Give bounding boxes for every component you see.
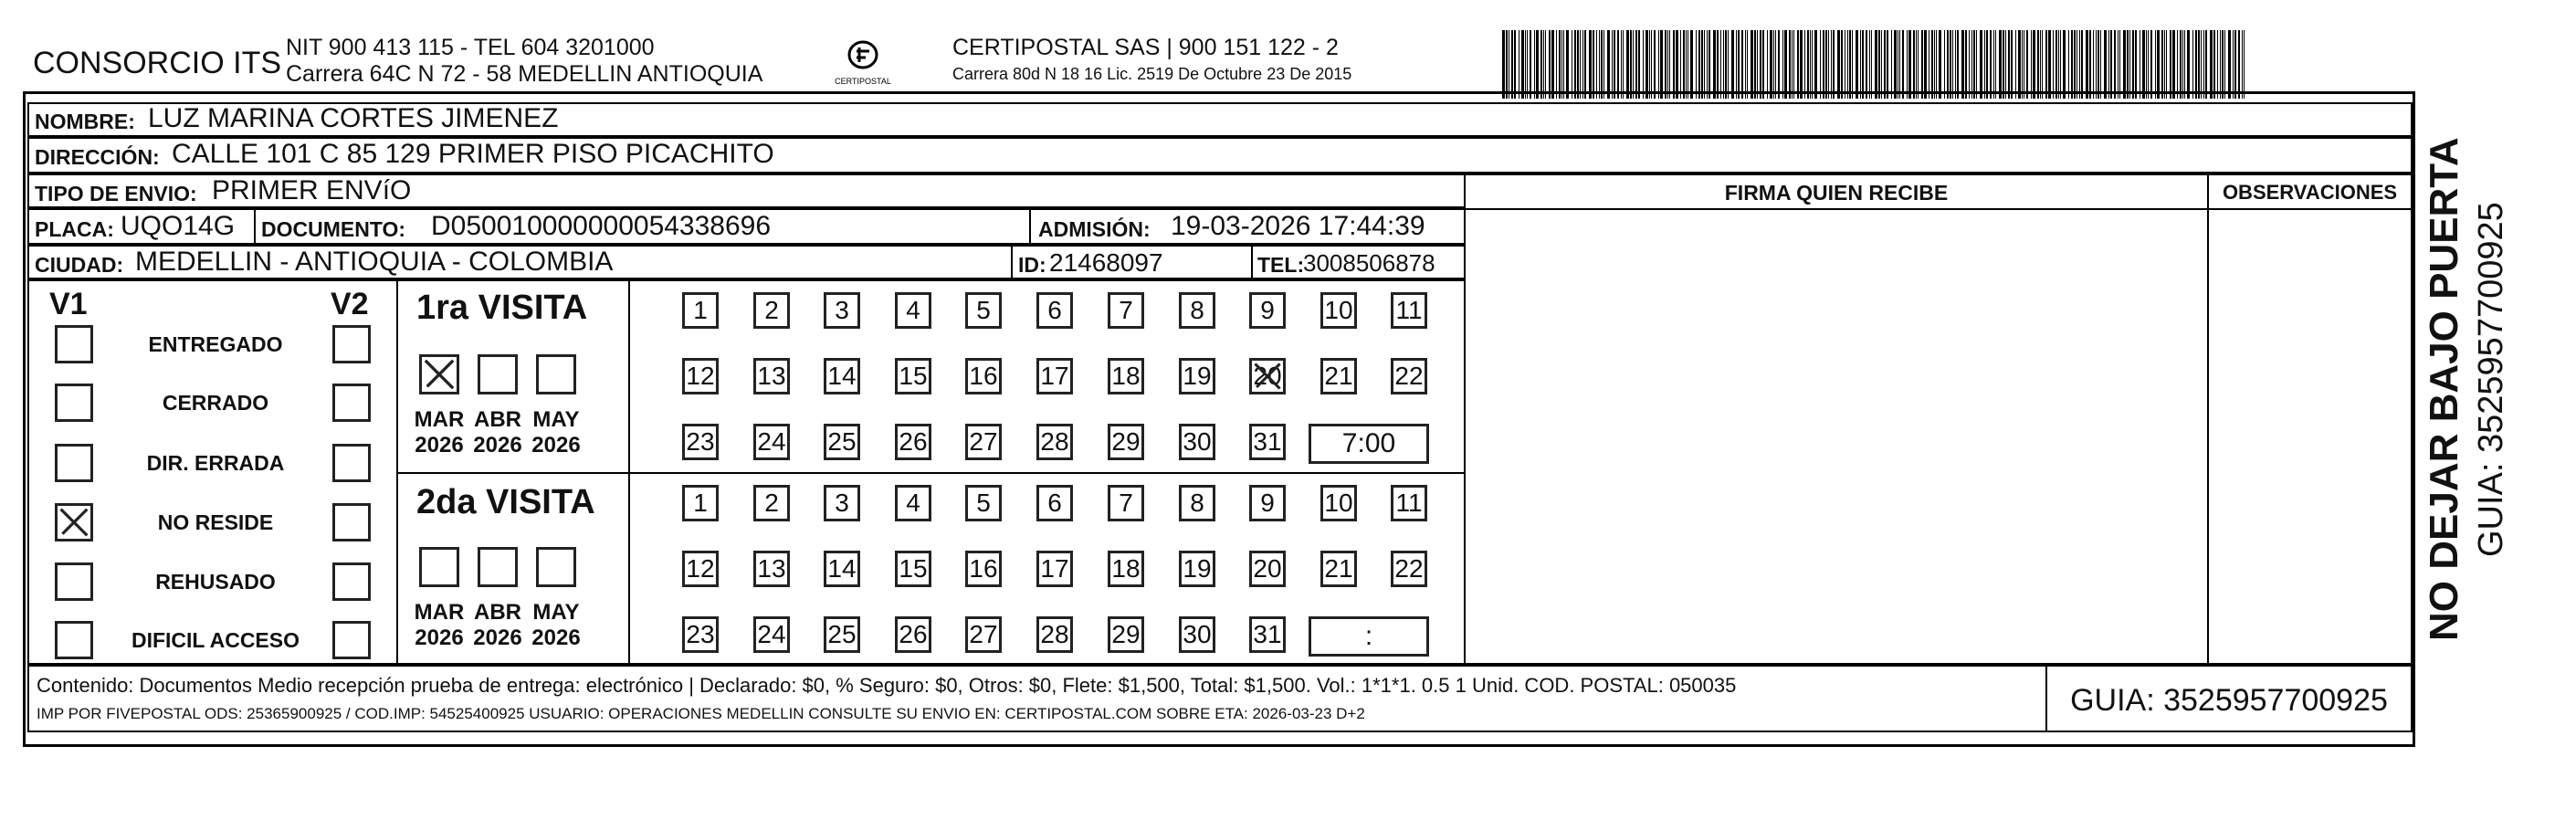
first-day-box[interactable] (1320, 358, 1357, 394)
day-number: 2 (764, 489, 779, 517)
day-number: 11 (1395, 296, 1423, 324)
second-day-box[interactable] (753, 616, 790, 653)
v1-checkbox-6[interactable] (55, 621, 93, 659)
day-number: 6 (1047, 489, 1062, 517)
second-day-box[interactable] (824, 616, 860, 653)
day-number: 31 (1253, 620, 1282, 648)
first-day-box[interactable] (824, 424, 860, 460)
first-day-box[interactable] (682, 358, 719, 394)
v2-label: V2 (331, 287, 369, 321)
day-number: 8 (1190, 296, 1204, 324)
ciudad-row (27, 245, 1466, 279)
day-number: 24 (757, 620, 786, 648)
v2-checkbox-4[interactable] (332, 503, 371, 541)
day-number: 19 (1183, 554, 1212, 583)
tipo-value: PRIMER ENVíO (212, 175, 412, 205)
day-number: 11 (1395, 489, 1423, 517)
first-day-box[interactable] (1249, 424, 1286, 460)
second-time-box[interactable] (1309, 616, 1429, 657)
second-day-box[interactable] (965, 485, 1002, 521)
month-year: 2026 (415, 626, 464, 650)
second-day-box[interactable] (682, 485, 719, 521)
second-day-box[interactable] (1179, 616, 1215, 653)
first-day-box[interactable] (1036, 424, 1073, 460)
v1-checkbox-2[interactable] (55, 384, 93, 422)
second-day-box[interactable] (1249, 485, 1286, 521)
day-number: 21 (1324, 554, 1353, 583)
status-option-label: ENTREGADO (148, 332, 283, 356)
second-day-box[interactable] (1108, 551, 1144, 587)
month-label (410, 600, 468, 651)
day-number: 15 (899, 362, 928, 390)
nombre-label: NOMBRE: (35, 110, 135, 133)
second-day-box[interactable] (1179, 485, 1215, 521)
second-day-box[interactable] (1249, 616, 1286, 653)
day-number: 23 (686, 620, 715, 648)
day-number: 10 (1324, 296, 1353, 324)
first-day-box[interactable] (895, 292, 931, 329)
month-year: 2026 (415, 433, 464, 457)
v2-checkbox-1[interactable] (332, 325, 371, 363)
day-number: 8 (1190, 489, 1204, 517)
first-day-box[interactable] (1179, 358, 1215, 394)
day-number: 2 (764, 296, 779, 324)
certipostal-logo (826, 33, 899, 97)
footer-line2: IMP POR FIVEPOSTAL ODS: 25365900925 / COD.IMP: 54525400925 USUARIO: OPERACIONES MEDELLIN CONSULTE SU ENVIO EN: CERTIPOSTAL.COM SOBRE ETA: 2026-03-23 D+2 (37, 705, 1365, 722)
day-number: 13 (757, 554, 786, 583)
day-number: 1 (693, 489, 708, 517)
first-day-box[interactable] (1179, 424, 1215, 460)
month-label (410, 407, 468, 458)
day-number: 26 (899, 427, 928, 456)
day-number: 26 (899, 620, 928, 648)
placa-row (27, 208, 1466, 245)
side-guia: GUIA: 3525957700925 (2472, 202, 2510, 557)
day-number: 12 (686, 362, 715, 390)
second-day-box[interactable] (965, 616, 1002, 653)
status-option-label: REHUSADO (155, 570, 276, 594)
day-number: 14 (827, 554, 857, 583)
footer-content (27, 665, 2047, 732)
day-number: 16 (969, 362, 998, 390)
tel-value: 3008506878 (1303, 249, 1435, 277)
day-number: 27 (969, 620, 998, 648)
placa-value: UQO14G (121, 211, 236, 241)
day-number: 20 (1253, 362, 1282, 390)
day-number: 5 (976, 296, 991, 324)
time-value: 7:00 (1341, 428, 1396, 458)
footer-guia (2045, 665, 2413, 732)
first-day-box[interactable] (965, 424, 1002, 460)
firma-label: FIRMA QUIEN RECIBE (1724, 181, 1949, 205)
day-number: 28 (1040, 620, 1069, 648)
nit-line: NIT 900 413 115 - TEL 604 3201000 (286, 35, 655, 60)
logo-text: CERTIPOSTAL (835, 77, 891, 86)
first-day-box[interactable] (965, 292, 1002, 329)
day-number: 28 (1040, 427, 1069, 456)
month-name: MAR (414, 600, 465, 625)
certipostal-info (952, 35, 1351, 88)
day-number: 5 (976, 489, 991, 517)
day-number: 19 (1183, 362, 1212, 390)
day-number: 23 (686, 427, 715, 456)
status-option-label: DIR. ERRADA (146, 451, 285, 475)
first-time-box[interactable] (1309, 424, 1429, 464)
day-number: 4 (906, 296, 920, 324)
first-visit-title: 1ra VISITA (416, 289, 588, 327)
first-day-box[interactable] (753, 358, 790, 394)
cert-address: Carrera 80d N 18 16 Lic. 2519 De Octubre 23 De 2015 (952, 65, 1352, 83)
second-day-box[interactable] (895, 616, 931, 653)
company-info (286, 35, 762, 88)
second-day-box[interactable] (824, 551, 860, 587)
second-day-box[interactable] (965, 551, 1002, 587)
second-day-box[interactable] (1036, 485, 1073, 521)
day-number: 22 (1394, 554, 1424, 583)
day-number: 4 (906, 489, 920, 517)
first-day-box[interactable] (1108, 292, 1144, 329)
v1-checkbox-1[interactable] (55, 325, 93, 363)
second-day-box[interactable] (682, 551, 719, 587)
first-day-box[interactable] (753, 424, 790, 460)
time-value: : (1364, 621, 1373, 651)
second-day-box[interactable] (1108, 616, 1144, 653)
day-number: 10 (1324, 489, 1353, 517)
first-month-checkbox-3[interactable] (536, 354, 576, 394)
day-number: 31 (1253, 427, 1282, 456)
day-number: 30 (1183, 620, 1212, 648)
day-number: 13 (757, 362, 786, 390)
day-number: 7 (1119, 489, 1133, 517)
footer-guia-text: GUIA: 3525957700925 (2070, 683, 2388, 718)
day-number: 6 (1047, 296, 1062, 324)
day-number: 30 (1183, 427, 1212, 456)
nombre-row (27, 102, 2413, 137)
first-day-box[interactable] (824, 358, 860, 394)
observaciones-label: OBSERVACIONES (2222, 181, 2398, 204)
tipo-label: TIPO DE ENVIO: (35, 182, 197, 205)
v1-checkbox-3[interactable] (55, 444, 93, 482)
month-label (468, 407, 527, 458)
company-name: CONSORCIO ITS (33, 46, 282, 80)
second-day-box[interactable] (1179, 551, 1215, 587)
admision-value: 19-03-2026 17:44:39 (1171, 211, 1425, 241)
admision-label: ADMISIÓN: (1038, 217, 1151, 241)
v2-checkbox-3[interactable] (332, 444, 371, 482)
month-name: MAY (532, 600, 580, 625)
second-day-box[interactable] (1108, 485, 1144, 521)
month-year: 2026 (531, 433, 581, 457)
first-day-box[interactable] (1320, 292, 1357, 329)
second-day-box[interactable] (1320, 551, 1357, 587)
day-number: 25 (827, 427, 857, 456)
day-number: 12 (686, 554, 715, 583)
month-year: 2026 (473, 626, 522, 650)
v1-label: V1 (49, 287, 88, 321)
v2-checkbox-6[interactable] (332, 621, 371, 659)
month-name: ABR (474, 600, 521, 625)
day-number: 25 (827, 620, 857, 648)
second-day-box[interactable] (753, 551, 790, 587)
status-option-label: CERRADO (162, 391, 269, 415)
second-visit-title: 2da VISITA (416, 483, 595, 521)
day-number: 1 (693, 296, 708, 324)
cert-line: CERTIPOSTAL SAS | 900 151 122 - 2 (952, 35, 1339, 60)
second-day-box[interactable] (682, 616, 719, 653)
day-number: 18 (1111, 554, 1141, 583)
second-day-box[interactable] (1249, 551, 1286, 587)
first-day-box[interactable] (1108, 358, 1144, 394)
second-day-box[interactable] (824, 485, 860, 521)
tel-label: TEL: (1257, 253, 1305, 277)
v1-checkbox-4[interactable] (55, 503, 93, 541)
second-day-box[interactable] (753, 485, 790, 521)
first-month-checkbox-2[interactable] (478, 354, 518, 394)
second-month-checkbox-3[interactable] (536, 547, 576, 587)
nombre-value: LUZ MARINA CORTES JIMENEZ (148, 103, 559, 133)
month-name: MAR (414, 407, 465, 432)
first-day-box[interactable] (682, 424, 719, 460)
first-day-box[interactable] (1249, 292, 1286, 329)
month-year: 2026 (473, 433, 522, 457)
documento-value: D050010000000054338696 (431, 211, 772, 241)
second-day-box[interactable] (1391, 551, 1427, 587)
day-number: 17 (1040, 362, 1069, 390)
documento-label: DOCUMENTO: (261, 217, 406, 241)
first-month-checkbox-1[interactable] (419, 354, 459, 394)
month-name: ABR (474, 407, 521, 432)
day-number: 17 (1040, 554, 1069, 583)
day-number: 14 (827, 362, 857, 390)
placa-label: PLACA: (35, 217, 114, 241)
first-day-box[interactable] (753, 292, 790, 329)
id-value: 21468097 (1049, 248, 1163, 277)
month-label (468, 600, 527, 651)
first-day-box[interactable] (1036, 358, 1073, 394)
month-year: 2026 (531, 626, 581, 650)
first-day-box[interactable] (1108, 424, 1144, 460)
tipo-row (27, 173, 1466, 208)
second-day-box[interactable] (1036, 551, 1073, 587)
second-day-box[interactable] (895, 485, 931, 521)
first-day-box[interactable] (1249, 358, 1286, 394)
day-number: 29 (1111, 620, 1141, 648)
day-number: 16 (969, 554, 998, 583)
ciudad-value: MEDELLIN - ANTIOQUIA - COLOMBIA (135, 247, 614, 277)
day-number: 3 (835, 296, 849, 324)
day-number: 9 (1260, 296, 1275, 324)
day-number: 29 (1111, 427, 1141, 456)
direccion-label: DIRECCIÓN: (35, 145, 160, 169)
day-number: 3 (835, 489, 849, 517)
side-warning: NO DEJAR BAJO PUERTA (2422, 137, 2466, 641)
v1-checkbox-5[interactable] (55, 562, 93, 601)
firma-area (1464, 173, 2209, 665)
first-day-box[interactable] (1391, 292, 1427, 329)
second-month-checkbox-1[interactable] (419, 547, 459, 587)
barcode (1502, 30, 2253, 99)
day-number: 15 (899, 554, 928, 583)
company-address: Carrera 64C N 72 - 58 MEDELLIN ANTIOQUIA (286, 61, 763, 87)
first-day-box[interactable] (1391, 358, 1427, 394)
second-day-box[interactable] (1391, 485, 1427, 521)
footer-line1: Contenido: Documentos Medio recepción prueba de entrega: electrónico | Declarado: $0, % Seguro: $0, Otros: $0, Flete: $1,500, Total: $1,500. Vol.: 1*1*1. 0.5 1 Unid. COD. POSTAL: 050035 (37, 674, 1737, 697)
month-label (527, 600, 585, 651)
first-day-box[interactable] (1036, 292, 1073, 329)
day-number: 27 (969, 427, 998, 456)
first-day-box[interactable] (895, 424, 931, 460)
direccion-row (27, 137, 2413, 173)
day-number: 18 (1111, 362, 1141, 390)
day-number: 7 (1119, 296, 1133, 324)
first-day-box[interactable] (895, 358, 931, 394)
status-option-label: NO RESIDE (157, 510, 274, 534)
first-day-box[interactable] (824, 292, 860, 329)
observaciones-area (2207, 173, 2413, 665)
day-number: 22 (1394, 362, 1424, 390)
day-number: 21 (1324, 362, 1353, 390)
day-number: 24 (757, 427, 786, 456)
first-day-box[interactable] (682, 292, 719, 329)
id-label: ID: (1018, 253, 1046, 277)
second-day-box[interactable] (1320, 485, 1357, 521)
status-option-label: DIFICIL ACCESO (131, 628, 300, 652)
v2-checkbox-5[interactable] (332, 562, 371, 601)
day-mark-icon (1252, 361, 1283, 392)
day-number: 20 (1253, 554, 1282, 583)
month-label (527, 407, 585, 458)
month-name: MAY (532, 407, 580, 432)
second-day-box[interactable] (895, 551, 931, 587)
second-month-checkbox-2[interactable] (478, 547, 518, 587)
second-day-box[interactable] (1036, 616, 1073, 653)
first-day-box[interactable] (965, 358, 1002, 394)
ciudad-label: CIUDAD: (35, 253, 124, 277)
first-day-box[interactable] (1179, 292, 1215, 329)
v2-checkbox-2[interactable] (332, 384, 371, 422)
day-number: 9 (1260, 489, 1275, 517)
direccion-value: CALLE 101 C 85 129 PRIMER PISO PICACHITO (172, 139, 774, 169)
